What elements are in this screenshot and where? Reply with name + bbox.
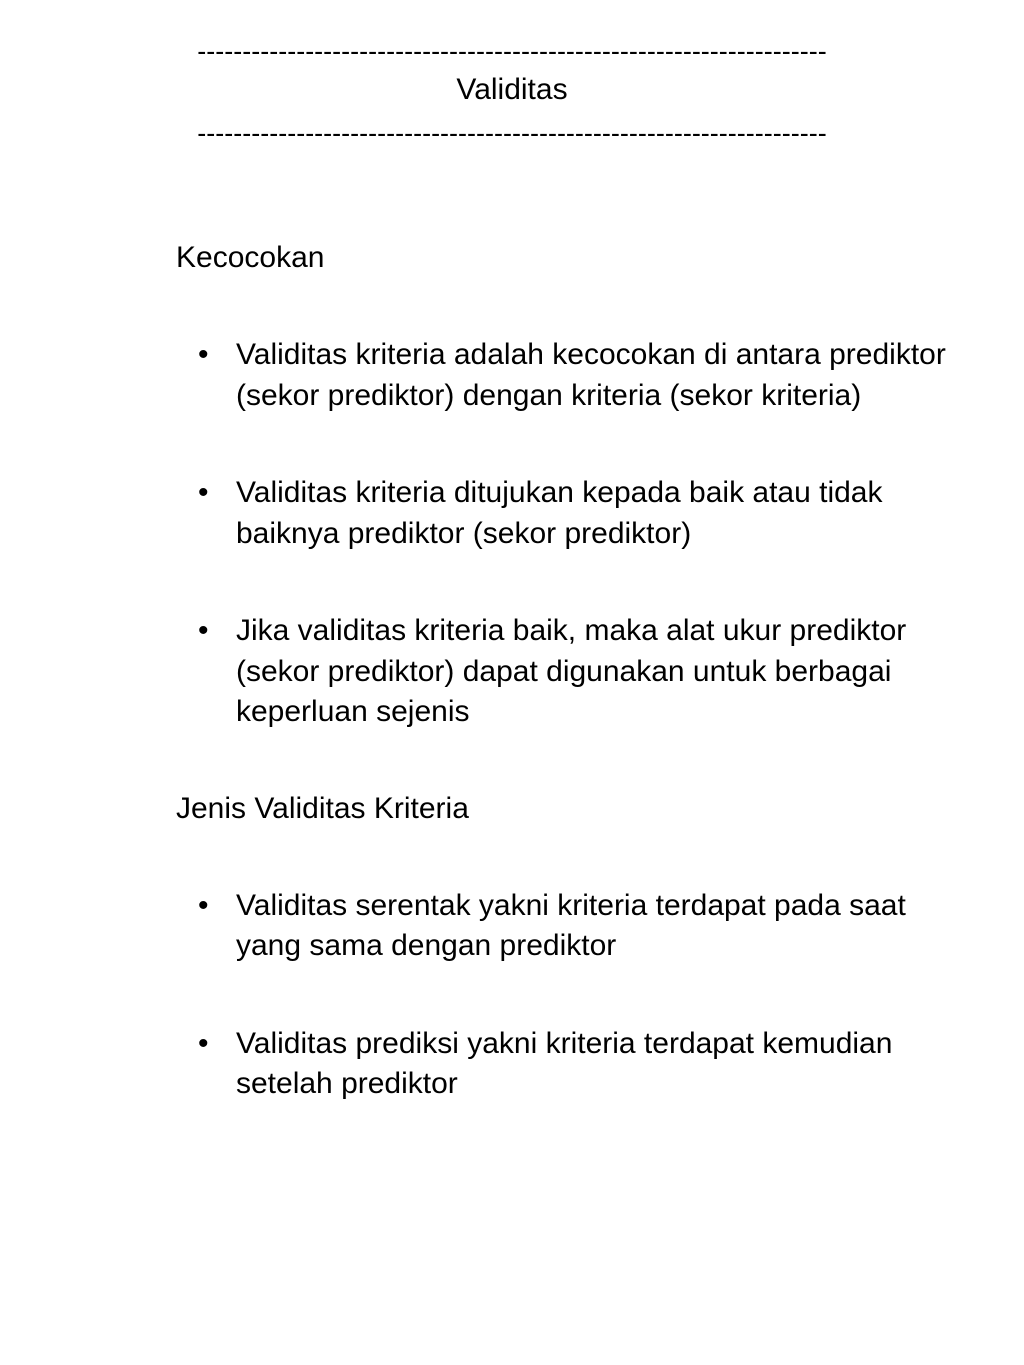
section-heading-kecocokan: Kecocokan: [176, 241, 325, 274]
list-item-text: Validitas prediksi yakni kriteria terdapat kemudian setelah prediktor: [236, 1026, 893, 1100]
bullet-marker: •: [198, 476, 209, 509]
bullet-list-jenis: [176, 886, 956, 1105]
list-item: [176, 1024, 956, 1105]
bullet-marker: •: [198, 888, 209, 922]
bullet-marker: •: [198, 338, 209, 371]
bullet-marker: •: [198, 1026, 209, 1060]
list-item-text: Validitas kriteria ditujukan kepada baik atau tidak baiknya prediktor (sekor prediktor): [236, 476, 883, 550]
section-heading-jenis: Jenis Validitas Kriteria: [176, 791, 469, 825]
list-item: [176, 886, 956, 967]
header-rule-top: ----------------------------------------------------------------------: [197, 36, 827, 66]
slide-title: Validitas: [456, 73, 568, 106]
slide-content: [176, 238, 956, 1105]
list-item: [176, 473, 956, 554]
bullet-list-kecocokan: [176, 335, 956, 733]
list-item-text: Jika validitas kriteria baik, maka alat ukur prediktor (sekor prediktor) dapat digunakan untuk berbagai keperluan sejenis: [236, 614, 907, 728]
list-item-text: Validitas kriteria adalah kecocokan di antara prediktor (sekor prediktor) dengan kriteria (sekor kriteria): [236, 338, 946, 412]
list-item-text: Validitas serentak yakni kriteria terdapat pada saat yang sama dengan prediktor: [236, 888, 906, 962]
header-rule-bottom: ----------------------------------------------------------------------: [197, 118, 827, 148]
list-item: [176, 335, 956, 416]
list-item: [176, 611, 956, 733]
bullet-marker: •: [198, 614, 209, 647]
